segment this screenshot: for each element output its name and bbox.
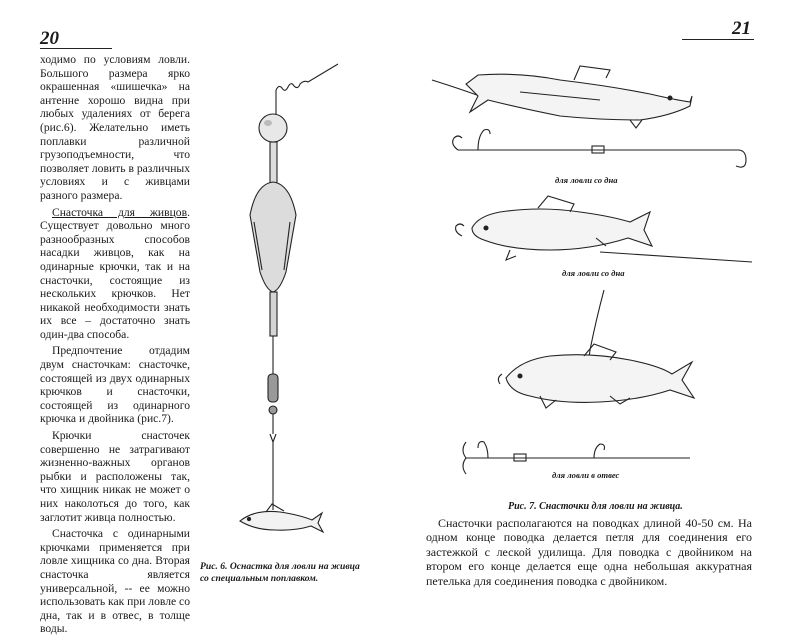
label-rig-1: для ловли со дна (555, 175, 618, 185)
rig-1-hook-right (736, 150, 746, 167)
rig-1-hook-mid (478, 130, 490, 151)
rig-3-double-hook (463, 442, 466, 474)
page-number-left: 20 (40, 28, 59, 49)
paragraph-3: Предпочтение отдадим двум снасточкам: снасточке, состоящей из двух одинарных крючков и снасточки, состоящей из одинарного крючка и двойника (рис.7). (40, 344, 190, 426)
figure-6-caption: Рис. 6. Оснастка для ловли на живца со специальным поплавком. (200, 561, 360, 584)
paragraph-2-text: Существует довольно много разнообразных способов насадки живцов, как на одинарные крючки, так и на снасточки, состоящие из нескольких крючков. Нет никакой необходимости знать их все – достаточно знать один-два способа. (40, 219, 190, 341)
label-rig-2: для ловли со дна (562, 268, 625, 278)
rig-1-hook-left (453, 136, 462, 150)
paragraph-2: Снасточка для живцов. Существует довольно много разнообразных способов насадки живцов, как на одинарные крючки, так и на снасточки, состоящие из нескольких крючков. Нет никакой необходимости знать их все – достаточно знать один-два способа. (40, 205, 190, 341)
fish-1 (466, 74, 692, 120)
section-heading: Снасточка для живцов (52, 205, 188, 219)
fish-2 (472, 209, 652, 250)
fish-3 (506, 355, 694, 403)
rig-2-line (600, 252, 752, 262)
label-rig-3: для ловли в отвес (552, 470, 620, 480)
paragraph-1: ходимо по условиям ловли. Большого размера ярко окрашенная «шишечка» на антенне хорошо видна при любых удалениях от берега (рис.6). Желательно иметь поплавки различной грузоподъемности, что позволяет ловить в различных условиях и с живцами разного размера. (40, 53, 190, 202)
figure-7-caption: Рис. 7. Снасточки для ловли на живца. (508, 501, 683, 512)
paragraph-4: Крючки снасточек совершенно не затрагивают жизненно-важных органов рыбки и расположены так, что хищник никак не может о них наколоться до того, как заглотит живца полностью. (40, 429, 190, 524)
page-number-right: 21 (732, 18, 751, 39)
right-paragraph: Снасточки располагаются на поводках длиной 40-50 см. На одном конце поводка делается петля для соединения его застежкой с леской удилища. Для поводка с двойником на втором его конце делается еще одна небольшая аккуратная петелька для соединения поводка с двойником. (426, 516, 752, 588)
paragraph-5: Снасточка с одинарными крючками применяется при ловле хищника со дна. Вторая снасточка является универсальной, -- ее можно использовать как при ловле со дна, так и в отвес, в толще воды. (40, 527, 190, 636)
right-text-column (426, 516, 752, 591)
